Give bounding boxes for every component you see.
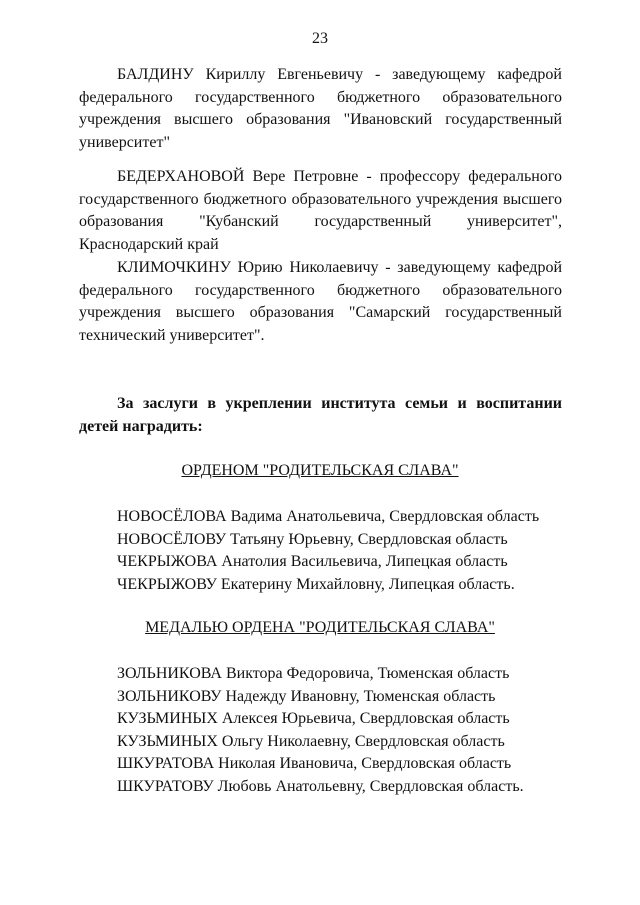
list-item: ЧЕКРЫЖОВУ Екатерину Михайловну, Липецкая область. xyxy=(117,575,515,593)
award-paragraph-baldin: БАЛДИНУ Кириллу Евгеньевичу - заведующему кафедрой федерального государственного бюджетного образовательного учреждения высшего образования "Ивановский государственный университет" xyxy=(79,66,562,151)
list-item: ШКУРАТОВА Николая Ивановича, Свердловская область xyxy=(117,755,512,773)
order-heading: ОРДЕНОМ "РОДИТЕЛЬСКАЯ СЛАВА" xyxy=(181,462,459,479)
list-item: ЧЕКРЫЖОВА Анатолия Васильевича, Липецкая область xyxy=(117,553,508,571)
list-item: КУЗЬМИНЫХ Ольгу Николаевну, Свердловская область xyxy=(117,732,505,750)
list-item: НОВОСЁЛОВУ Татьяну Юрьевну, Свердловская область xyxy=(117,530,508,548)
award-paragraph-bederkhanova: БЕДЕРХАНОВОЙ Вере Петровне - профессору федерального государственного бюджетного образовательного учреждения высшего образования "Кубанский государственный университет", Краснодарский край xyxy=(79,168,562,253)
list-item: ШКУРАТОВУ Любовь Анатольевну, Свердловская область. xyxy=(117,777,524,795)
medal-heading: МЕДАЛЬЮ ОРДЕНА "РОДИТЕЛЬСКАЯ СЛАВА" xyxy=(145,619,495,636)
section-intro: За заслуги в укреплении института семьи и воспитании детей наградить: xyxy=(79,395,562,435)
list-item: НОВОСЁЛОВА Вадима Анатольевича, Свердловская область xyxy=(117,508,540,525)
list-item: КУЗЬМИНЫХ Алексея Юрьевича, Свердловская область xyxy=(117,710,510,728)
medal-recipients-list xyxy=(117,663,524,799)
page-number: 23 xyxy=(312,30,328,47)
award-paragraph-klimochkin: КЛИМОЧКИНУ Юрию Николаевичу - заведующему кафедрой федерального государственного бюджетного образовательного учреждения высшего образования "Самарский государственный технический университет". xyxy=(79,259,562,344)
list-item: ЗОЛЬНИКОВУ Надежду Ивановну, Тюменская область xyxy=(117,687,496,705)
list-item: ЗОЛЬНИКОВА Виктора Федоровича, Тюменская область xyxy=(117,665,510,682)
order-recipients-list xyxy=(117,506,539,596)
